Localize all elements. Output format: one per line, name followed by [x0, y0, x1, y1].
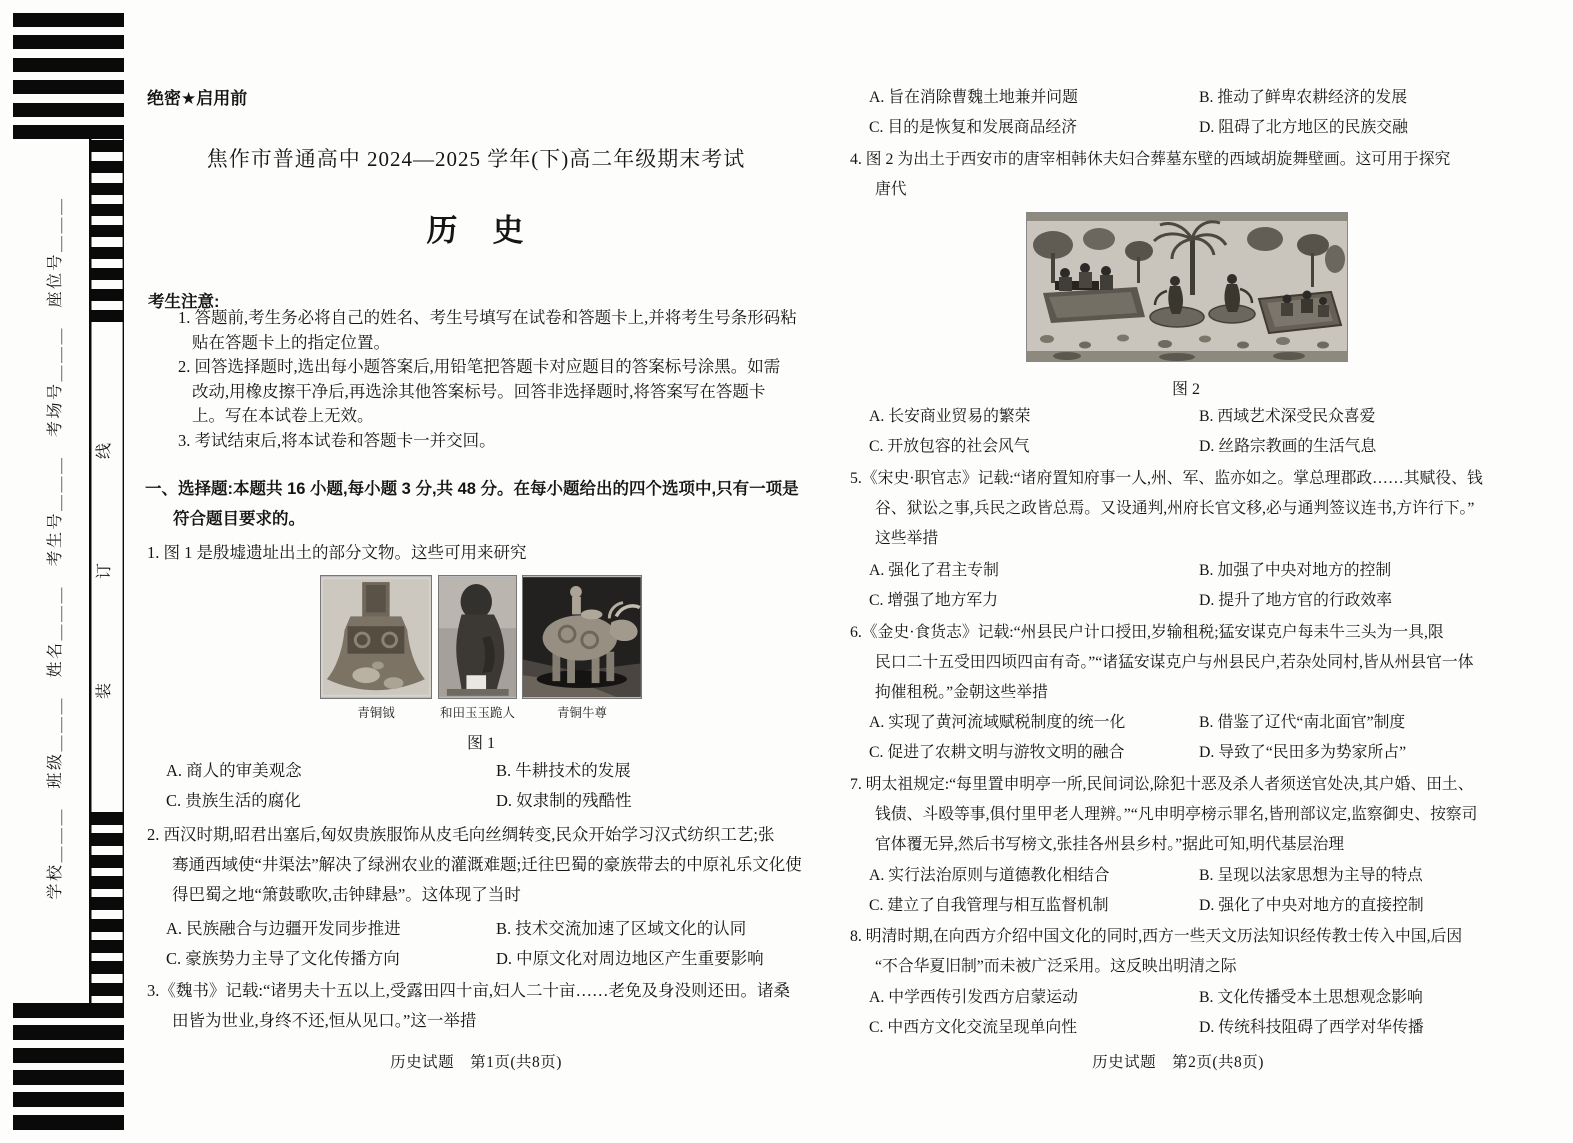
question-6	[848, 618, 1508, 708]
question-6-options	[848, 708, 1508, 768]
question-stem: 民口二十五受田四顷四亩有奇。”“诸猛安谋克户与州县民户,若杂处同村,皆从州县官一体	[875, 654, 1474, 671]
question-stem: 官体覆无异,然后书写榜文,张挂各州县乡村。”据此可知,明代基层治理	[875, 836, 1345, 853]
option-b: B. 借鉴了辽代“南北面官”制度	[1199, 714, 1406, 731]
option-a: A. 实现了黄河流域赋税制度的统一化	[869, 714, 1126, 731]
question-stem: 2. 西汉时期,昭君出塞后,匈奴贵族服饰从皮毛向丝绸转变,民众开始学习汉式纺织工艺;张	[147, 825, 775, 844]
option-d: D. 导致了“民田多为势家所占”	[1199, 744, 1407, 761]
option-a: A. 中学西传引发西方启蒙运动	[869, 989, 1078, 1006]
question-stem: 8. 明清时期,在向西方介绍中国文化的同时,西方一些天文历法知识经传教士传入中国,后因	[850, 928, 1463, 945]
option-b: B. 推动了鲜卑农耕经济的发展	[1199, 89, 1407, 106]
option-c: C. 建立了自我管理与相互监督机制	[869, 897, 1109, 914]
exam-page-1	[145, 0, 807, 1138]
notice-line: 贴在答题卡上的指定位置。	[192, 332, 390, 352]
option-a: A. 长安商业贸易的繁荣	[869, 408, 1031, 425]
option-d: D. 奴隶制的残酷性	[496, 791, 632, 810]
question-8	[848, 922, 1508, 982]
figure-1-captions	[320, 703, 642, 721]
option-d: D. 阻碍了北方地区的民族交融	[1199, 119, 1408, 136]
option-b: B. 西域艺术深受民众喜爱	[1199, 408, 1376, 425]
binding-line-label: 装 订 线	[96, 435, 113, 700]
figure-2-block	[1026, 212, 1346, 399]
page-2-footer: 历史试题 第2页(共8页)	[1092, 1054, 1264, 1071]
section-line: 符合题目要求的。	[173, 510, 305, 528]
question-stem: 3.《魏书》记载:“诸男夫十五以上,受露田四十亩,妇人二十亩……老免及身没则还田。诸桑	[147, 981, 791, 1000]
binding-strip	[0, 0, 145, 1138]
question-5-options	[848, 556, 1508, 616]
option-b: B. 牛耕技术的发展	[496, 761, 631, 780]
page-1-footer: 历史试题 第1页(共8页)	[390, 1054, 562, 1071]
caption-jade-figure: 和田玉玉跪人	[439, 706, 515, 720]
registration-marks	[0, 0, 145, 1138]
question-stem: 骞通西域使“井渠法”解决了绿洲农业的灌溉难题;迁往巴蜀的豪族带去的中原礼乐文化使	[172, 855, 802, 874]
question-7-options	[848, 861, 1508, 921]
option-a: A. 实行法治原则与道德教化相结合	[869, 867, 1110, 884]
figure-2-label: 图 2	[1171, 381, 1200, 398]
notice-line: 3. 考试结束后,将本试卷和答题卡一并交回。	[178, 430, 496, 450]
student-info-fields: 学校＿＿＿ 班级＿＿＿ 姓名＿＿＿ 考生号＿＿＿ 考场号＿＿＿ 座位号＿＿＿	[47, 196, 64, 900]
question-stem: 6.《金史·食货志》记载:“州县民户计口授田,岁输租税;猛安谋克户每耒牛三头为一具,限	[850, 624, 1444, 641]
section-line: 一、选择题:本题共 16 小题,每小题 3 分,共 48 分。在每小题给出的四个选项中,只有一项是	[145, 480, 799, 498]
option-c: C. 增强了地方军力	[869, 592, 999, 609]
question-stem: 这些举措	[875, 530, 939, 547]
option-d: D. 提升了地方官的行政效率	[1199, 592, 1393, 609]
security-notice: 绝密★启用前	[147, 89, 248, 108]
option-b: B. 技术交流加速了区域文化的认同	[496, 919, 747, 938]
question-4-options	[848, 402, 1508, 462]
option-c: C. 开放包容的社会风气	[869, 438, 1030, 455]
subject-title: 历 史	[426, 213, 526, 248]
option-c: C. 中西方文化交流呈现单向性	[869, 1019, 1077, 1036]
question-5	[848, 464, 1508, 554]
option-d: D. 中原文化对周边地区产生重要影响	[496, 949, 764, 968]
question-stem: 拘催租税。”金朝这些举措	[875, 684, 1048, 701]
question-1	[145, 538, 807, 568]
question-stem: 5.《宋史·职官志》记载:“诸府置知府事一人,州、军、监亦如之。掌总理郡政……其赋役、钱	[850, 470, 1483, 487]
question-stem: 得巴蜀之地“箫鼓歌吹,击钟肆悬”。这体现了当时	[172, 885, 521, 904]
question-stem: 田皆为世业,身终不还,恒从见口。”这一举措	[172, 1011, 477, 1030]
question-8-options	[848, 983, 1508, 1043]
section-heading	[145, 474, 807, 534]
question-2	[145, 820, 807, 910]
option-a: A. 民族融合与边疆开发同步推进	[166, 919, 401, 938]
jade-kneeling-figure-photo	[438, 575, 517, 699]
option-c: C. 贵族生活的腐化	[166, 791, 301, 810]
caption-bronze-ox: 青铜牛尊	[556, 706, 607, 720]
question-1-options	[145, 756, 807, 816]
exam-page-2	[848, 0, 1508, 1138]
question-stem: 1. 图 1 是殷墟遗址出土的部分文物。这些可用来研究	[147, 543, 527, 562]
figure-1-photos	[320, 575, 642, 699]
option-b: B. 呈现以法家思想为主导的特点	[1199, 867, 1423, 884]
option-c: C. 目的是恢复和发展商品经济	[869, 119, 1077, 136]
question-stem: 唐代	[875, 181, 907, 198]
option-a: A. 强化了君主专制	[869, 562, 999, 579]
option-a: A. 商人的审美观念	[166, 761, 302, 780]
question-3	[145, 976, 807, 1036]
question-stem: 7. 明太祖规定:“每里置申明亭一所,民间词讼,除犯十恶及杀人者须送官处决,其户婚、田土、	[850, 776, 1474, 793]
option-d: D. 传统科技阻碍了西学对华传播	[1199, 1019, 1424, 1036]
question-stem: “不合华夏旧制”而未被广泛采用。这反映出明清之际	[875, 958, 1237, 975]
question-7	[848, 770, 1508, 860]
option-c: C. 促进了农耕文明与游牧文明的融合	[869, 744, 1125, 761]
question-3-options	[848, 83, 1508, 143]
mural-photo	[1026, 212, 1348, 362]
bronze-ox-photo	[522, 575, 642, 699]
question-stem: 钱债、斗殴等事,俱付里甲老人理辨。”“凡申明亭榜示罪名,皆刑部议定,监察御史、按察司	[875, 806, 1478, 823]
option-d: D. 丝路宗教画的生活气息	[1199, 438, 1377, 455]
option-a: A. 旨在消除曹魏土地兼并问题	[869, 89, 1078, 106]
notice-line: 2. 回答选择题时,选出每小题答案后,用铅笔把答题卡对应题目的答案标号涂黑。如需	[178, 357, 781, 376]
bronze-axe-photo	[320, 575, 432, 699]
notice-line: 上。写在本试卷上无效。	[192, 406, 374, 425]
caption-bronze-axe: 青铜钺	[357, 706, 395, 720]
option-c: C. 豪族势力主导了文化传播方向	[166, 949, 400, 968]
notice-line: 1. 答题前,考生务必将自己的姓名、考生号填写在试卷和答题卡上,并将考生号条形码粘	[178, 308, 797, 327]
candidate-notices	[145, 306, 807, 453]
option-d: D. 强化了中央对地方的直接控制	[1199, 897, 1424, 914]
question-stem: 谷、狱讼之事,兵民之政皆总焉。又设通判,州府长官文移,必与通判签议连书,方许行下。”	[875, 500, 1475, 517]
question-4	[848, 145, 1508, 205]
question-2-options	[145, 914, 807, 974]
exam-title: 焦作市普通高中 2024—2025 学年(下)高二年级期末考试	[206, 147, 746, 171]
figure-1-label: 图 1	[466, 735, 495, 752]
option-b: B. 加强了中央对地方的控制	[1199, 562, 1392, 579]
notice-heading: 考生注意:	[148, 293, 220, 311]
question-stem: 4. 图 2 为出土于西安市的唐宰相韩休夫妇合葬墓东壁的西域胡旋舞壁画。这可用于探究	[850, 151, 1451, 168]
notice-line: 改动,用橡皮擦干净后,再选涂其他答案标号。回答非选择题时,将答案写在答题卡	[192, 381, 766, 401]
option-b: B. 文化传播受本土思想观念影响	[1199, 989, 1423, 1006]
figure-1-block	[320, 575, 642, 753]
